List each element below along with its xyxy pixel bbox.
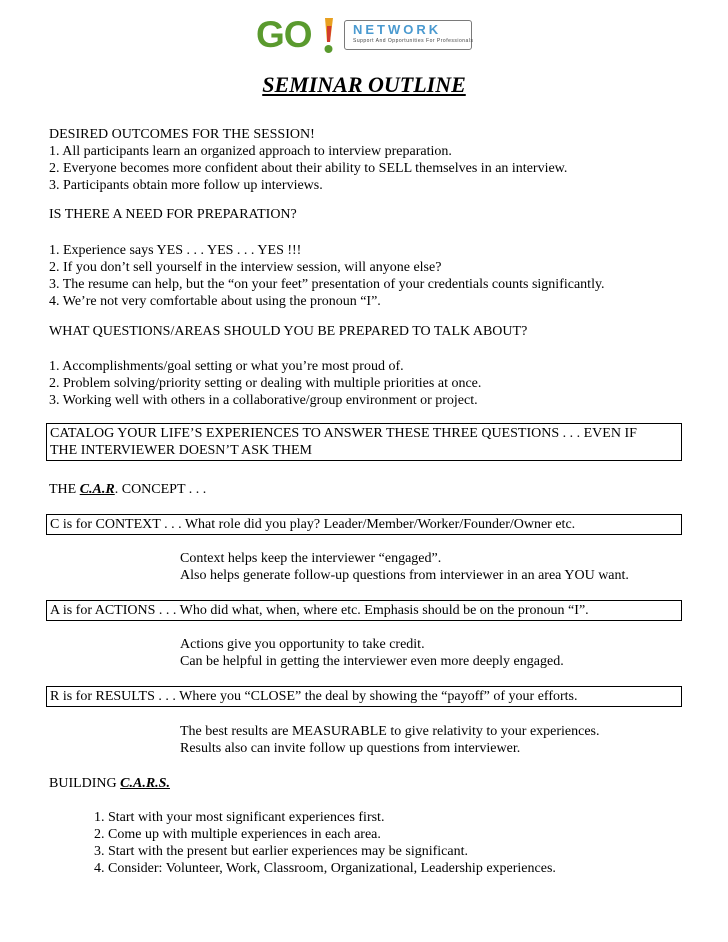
car-heading-prefix: THE [49,482,80,497]
context-note: Context helps keep the interviewer “engaged”. [180,551,442,566]
outcome-item: 1. All participants learn an organized approach to interview preparation. [49,144,452,159]
need-item: 2. If you don’t sell yourself in the interview session, will anyone else? [49,260,442,275]
catalog-line: CATALOG YOUR LIFE’S EXPERIENCES TO ANSWER THESE THREE QUESTIONS . . . EVEN IF [50,426,637,441]
exclamation-icon [318,16,338,56]
actions-note: Can be helpful in getting the interviewer even more deeply engaged. [180,654,564,669]
actions-note: Actions give you opportunity to take credit. [180,637,425,652]
outcome-item: 3. Participants obtain more follow up interviews. [49,178,323,193]
logo-tagline: Support And Opportunities For Professionals [353,38,474,44]
logo-go-text: GO [256,14,312,55]
go-network-logo [256,14,474,56]
car-acronym: C.A.R [79,482,115,497]
need-item: 1. Experience says YES . . . YES . . . YES !!! [49,243,302,258]
logo-network-text: NETWORK [353,22,442,37]
car-heading [49,481,206,498]
car-heading-suffix: . CONCEPT . . . [114,482,207,497]
cars-acronym: C.A.R.S. [120,776,170,791]
question-item: 3. Working well with others in a collaborative/group environment or project. [49,393,478,408]
building-item: 3. Start with the present but earlier experiences may be significant. [94,844,468,859]
need-item: 4. We’re not very comfortable about using the pronoun “I”. [49,294,381,309]
logo-network-box [344,20,472,50]
building-item: 2. Come up with multiple experiences in each area. [94,827,381,842]
outcomes-heading: DESIRED OUTCOMES FOR THE SESSION! [49,127,315,142]
results-note: Results also can invite follow up questions from interviewer. [180,741,521,756]
results-note: The best results are MEASURABLE to give relativity to your experiences. [180,724,600,739]
need-heading: IS THERE A NEED FOR PREPARATION? [49,207,297,222]
question-item: 1. Accomplishments/goal setting or what you’re most proud of. [49,359,404,374]
results-box: R is for RESULTS . . . Where you “CLOSE” the deal by showing the “payoff” of your efforts. [46,686,682,707]
question-item: 2. Problem solving/priority setting or dealing with multiple priorities at once. [49,376,482,391]
building-item: 4. Consider: Volunteer, Work, Classroom, Organizational, Leadership experiences. [94,861,556,876]
context-note: Also helps generate follow-up questions from interviewer in an area YOU want. [180,568,629,583]
outcome-item: 2. Everyone becomes more confident about their ability to SELL themselves in an interview. [49,161,568,176]
catalog-box [46,423,682,461]
building-heading [49,775,170,792]
building-heading-prefix: BUILDING [49,776,121,791]
page-title: SEMINAR OUTLINE [262,72,466,97]
actions-box: A is for ACTIONS . . . Who did what, when, where etc. Emphasis should be on the pronoun “I”. [46,600,682,621]
questions-heading: WHAT QUESTIONS/AREAS SHOULD YOU BE PREPARED TO TALK ABOUT? [49,324,528,339]
building-item: 1. Start with your most significant experiences first. [94,810,385,825]
need-item: 3. The resume can help, but the “on your feet” presentation of your credentials counts significantly. [49,277,605,292]
catalog-line: THE INTERVIEWER DOESN’T ASK THEM [50,443,313,458]
context-box: C is for CONTEXT . . . What role did you play? Leader/Member/Worker/Founder/Owner etc. [46,514,682,535]
